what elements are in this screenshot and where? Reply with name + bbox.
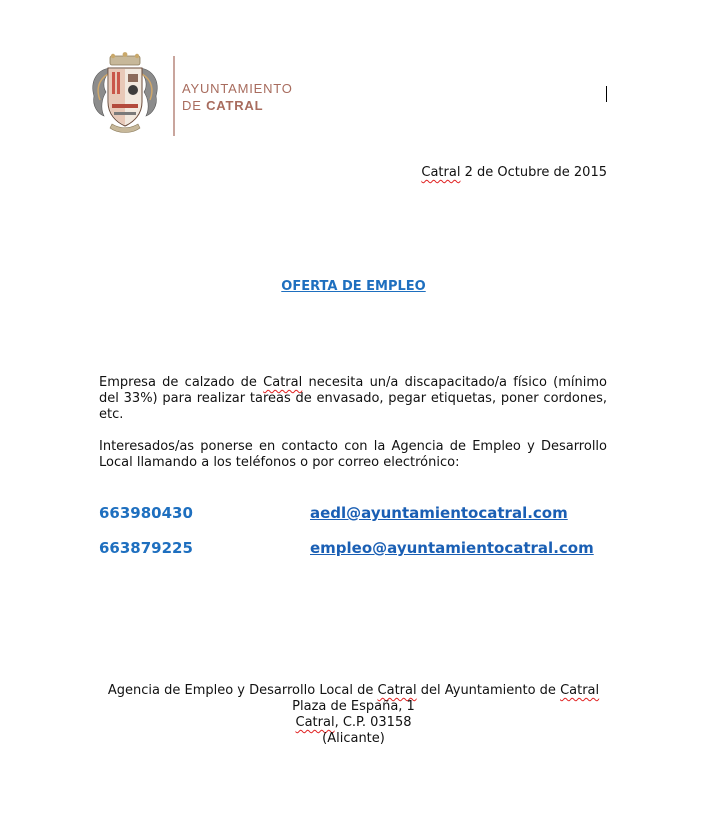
job-description-paragraph: Empresa de calzado de Catral necesita un/a discapacitado/a físico (mínimo del 33%) para realizar tareas de envasado, pegar etiquetas, poner cordones, etc. [99,375,607,422]
footer-address [0,683,707,747]
footer-line-street: Plaza de España, 1 [292,699,415,714]
footer-line-postal: Catral, C.P. 03158 [295,715,412,730]
email-link[interactable]: empleo@ayuntamientocatral.com [310,539,594,557]
date-place: Catral [421,165,461,180]
phone-number: 663879225 [99,539,193,557]
date-text: 2 de Octubre de 2015 [460,165,607,180]
organization-name [182,80,293,114]
footer-line-province: (Alicante) [322,731,385,746]
email-link[interactable]: aedl@ayuntamientocatral.com [310,504,568,522]
letterhead [88,52,328,138]
contact-instructions-paragraph: Interesados/as ponerse en contacto con la Agencia de Empleo y Desarrollo Local llamando a los teléfonos o por correo electrónico: [99,439,607,470]
letterhead-divider [173,56,175,136]
contact-row [99,504,568,522]
document-date [421,165,607,180]
contact-row [99,539,594,557]
coat-of-arms-icon [88,52,162,136]
organization-name-line2: DE CATRAL [182,98,264,113]
paragraph-place: Catral [263,375,303,390]
footer-line-agency: Agencia de Empleo y Desarrollo Local de Catral del Ayuntamiento de Catral [107,683,600,698]
document-heading: OFERTA DE EMPLEO [281,279,426,294]
organization-name-line1: AYUNTAMIENTO [182,81,293,96]
phone-number: 663980430 [99,504,193,522]
text-cursor [606,86,607,102]
